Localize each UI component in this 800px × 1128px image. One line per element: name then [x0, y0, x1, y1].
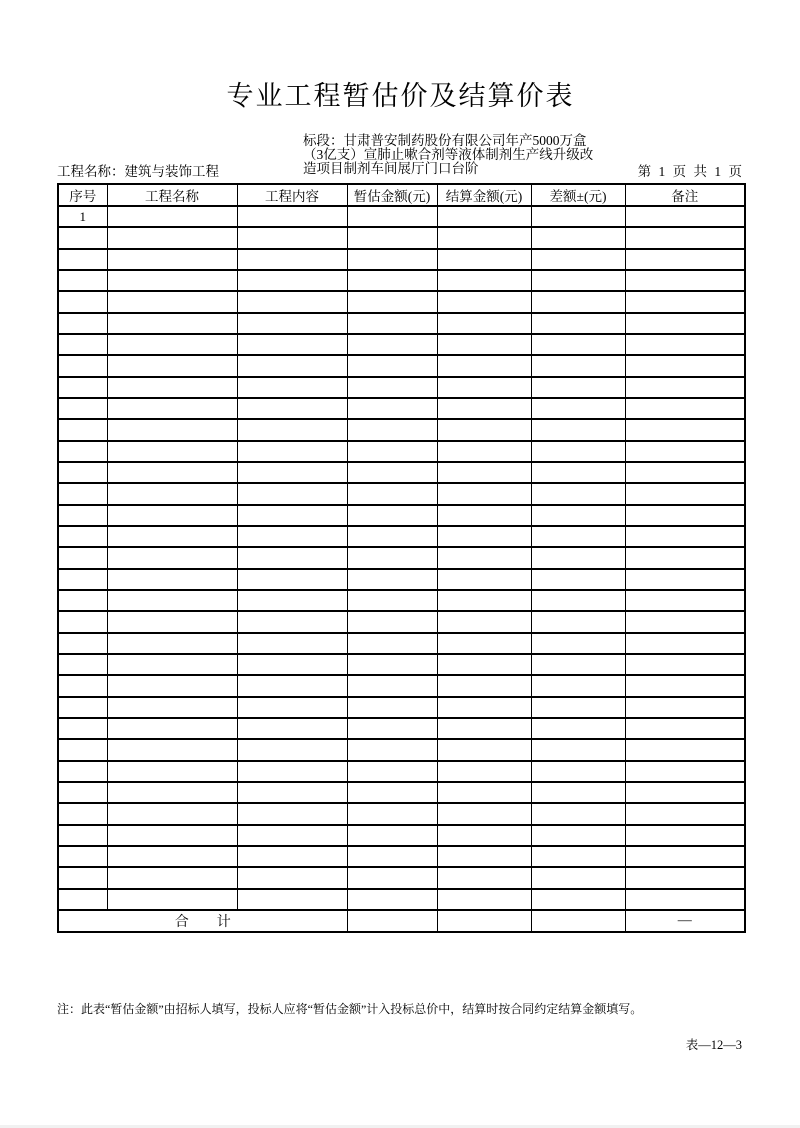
project-name-label: 工程名称： — [57, 164, 125, 179]
table-row — [58, 377, 745, 398]
table-row — [58, 867, 745, 888]
table-cell — [625, 633, 745, 654]
column-header: 结算金额(元) — [437, 184, 531, 206]
seq-cell — [58, 483, 107, 504]
table-cell — [237, 867, 347, 888]
table-cell — [437, 334, 531, 355]
table-cell — [625, 697, 745, 718]
table-cell — [237, 590, 347, 611]
seq-cell — [58, 825, 107, 846]
table-cell — [237, 675, 347, 696]
seq-cell — [58, 419, 107, 440]
seq-cell — [58, 547, 107, 568]
table-cell — [107, 825, 237, 846]
seq-cell — [58, 377, 107, 398]
seq-cell — [58, 590, 107, 611]
seq-cell — [58, 526, 107, 547]
table-cell — [531, 227, 625, 248]
table-cell — [625, 718, 745, 739]
table-cell — [107, 249, 237, 270]
table-row — [58, 206, 745, 227]
table-cell — [347, 675, 437, 696]
table-cell — [625, 249, 745, 270]
table-cell — [237, 270, 347, 291]
table-row — [58, 483, 745, 504]
table-cell — [237, 227, 347, 248]
table-cell — [437, 419, 531, 440]
table-row — [58, 739, 745, 760]
table-cell — [531, 505, 625, 526]
table-row — [58, 547, 745, 568]
table-cell — [437, 441, 531, 462]
table-cell — [107, 654, 237, 675]
table-cell — [437, 313, 531, 334]
table-cell — [625, 291, 745, 312]
table-row — [58, 718, 745, 739]
table-cell — [437, 227, 531, 248]
page-indicator: 第 1 页 共 1 页 — [637, 164, 744, 179]
total-value-cell — [531, 910, 625, 932]
table-cell — [107, 355, 237, 376]
total-row — [58, 910, 745, 932]
table-cell — [531, 761, 625, 782]
table-cell — [531, 313, 625, 334]
table-cell — [347, 718, 437, 739]
table-cell — [531, 419, 625, 440]
table-cell — [347, 889, 437, 910]
table-row — [58, 526, 745, 547]
table-cell — [107, 483, 237, 504]
table-cell — [625, 355, 745, 376]
table-cell — [625, 462, 745, 483]
seq-cell — [58, 739, 107, 760]
table-cell — [531, 846, 625, 867]
table-row — [58, 441, 745, 462]
seq-cell — [58, 249, 107, 270]
table-cell — [237, 633, 347, 654]
seq-cell — [58, 505, 107, 526]
estimate-table — [57, 183, 746, 933]
table-cell — [347, 441, 437, 462]
table-cell — [107, 398, 237, 419]
table-cell — [437, 825, 531, 846]
table-cell — [625, 654, 745, 675]
table-cell — [625, 761, 745, 782]
seq-cell — [58, 782, 107, 803]
table-cell — [347, 611, 437, 632]
table-cell — [437, 782, 531, 803]
project-name — [57, 164, 219, 180]
table-cell — [107, 739, 237, 760]
table-row — [58, 398, 745, 419]
table-cell — [347, 313, 437, 334]
table-cell — [347, 206, 437, 227]
column-header: 序号 — [58, 184, 107, 206]
seq-cell — [58, 718, 107, 739]
table-cell — [107, 867, 237, 888]
table-cell — [347, 761, 437, 782]
table-row — [58, 697, 745, 718]
table-cell — [107, 547, 237, 568]
table-cell — [531, 697, 625, 718]
table-row — [58, 227, 745, 248]
seq-cell — [58, 569, 107, 590]
table-cell — [107, 526, 237, 547]
table-cell — [347, 249, 437, 270]
table-cell — [625, 483, 745, 504]
table-cell — [347, 867, 437, 888]
column-header: 工程名称 — [107, 184, 237, 206]
table-cell — [437, 569, 531, 590]
table-cell — [625, 334, 745, 355]
table-cell — [237, 654, 347, 675]
table-cell — [237, 419, 347, 440]
table-cell — [531, 611, 625, 632]
table-cell — [347, 377, 437, 398]
table-cell — [347, 739, 437, 760]
table-cell — [237, 739, 347, 760]
table-cell — [347, 355, 437, 376]
seq-cell — [58, 761, 107, 782]
seq-cell — [58, 313, 107, 334]
table-cell — [625, 505, 745, 526]
column-header: 工程内容 — [237, 184, 347, 206]
table-cell — [347, 654, 437, 675]
table-cell — [531, 782, 625, 803]
table-cell — [437, 633, 531, 654]
table-cell — [625, 547, 745, 568]
seq-cell — [58, 355, 107, 376]
table-cell — [107, 441, 237, 462]
table-cell — [625, 782, 745, 803]
table-cell — [237, 206, 347, 227]
table-cell — [531, 654, 625, 675]
table-cell — [347, 697, 437, 718]
column-header: 备注 — [625, 184, 745, 206]
table-cell — [437, 654, 531, 675]
table-cell — [531, 569, 625, 590]
table-cell — [531, 334, 625, 355]
table-cell — [531, 206, 625, 227]
table-cell — [625, 889, 745, 910]
bid-section-line-1: 标段：甘肃普安制药股份有限公司年产5000万盒 — [303, 133, 587, 148]
table-row — [58, 825, 745, 846]
table-cell — [531, 270, 625, 291]
table-cell — [437, 889, 531, 910]
table-cell — [531, 825, 625, 846]
table-row — [58, 633, 745, 654]
table-cell — [531, 526, 625, 547]
table-cell — [107, 291, 237, 312]
table-cell — [237, 718, 347, 739]
total-label-cell: 合 计 — [58, 910, 347, 932]
table-cell — [237, 334, 347, 355]
table-cell — [531, 398, 625, 419]
table-row — [58, 505, 745, 526]
table-cell — [347, 270, 437, 291]
table-cell — [107, 718, 237, 739]
table-cell — [347, 633, 437, 654]
table-cell — [531, 291, 625, 312]
table-cell — [347, 505, 437, 526]
table-row — [58, 419, 745, 440]
table-cell — [531, 590, 625, 611]
form-code: 表—12—3 — [685, 1038, 742, 1052]
table-cell — [107, 803, 237, 824]
table-cell — [625, 206, 745, 227]
seq-cell — [58, 398, 107, 419]
table-cell — [437, 697, 531, 718]
table-row — [58, 462, 745, 483]
table-cell — [107, 675, 237, 696]
seq-cell — [58, 654, 107, 675]
table-cell — [347, 419, 437, 440]
table-cell — [107, 227, 237, 248]
table-cell — [437, 355, 531, 376]
table-cell — [625, 398, 745, 419]
table-cell — [625, 441, 745, 462]
table-cell — [237, 697, 347, 718]
table-cell — [237, 483, 347, 504]
table-cell — [437, 462, 531, 483]
table-cell — [107, 569, 237, 590]
table-header-row — [58, 184, 745, 206]
table-cell — [625, 675, 745, 696]
column-header: 差额±(元) — [531, 184, 625, 206]
table-cell — [107, 611, 237, 632]
table-cell — [237, 547, 347, 568]
table-cell — [347, 846, 437, 867]
table-cell — [347, 462, 437, 483]
table-cell — [237, 249, 347, 270]
table-cell — [347, 825, 437, 846]
table-cell — [107, 782, 237, 803]
table-cell — [107, 419, 237, 440]
table-cell — [625, 867, 745, 888]
seq-cell — [58, 270, 107, 291]
seq-cell — [58, 291, 107, 312]
table-cell — [437, 398, 531, 419]
table-cell — [237, 761, 347, 782]
table-cell — [437, 249, 531, 270]
table-cell — [625, 526, 745, 547]
table-cell — [347, 483, 437, 504]
table-cell — [437, 846, 531, 867]
total-value-cell — [347, 910, 437, 932]
table-cell — [347, 547, 437, 568]
table-row — [58, 846, 745, 867]
table-cell — [437, 505, 531, 526]
table-cell — [625, 270, 745, 291]
table-cell — [531, 803, 625, 824]
table-cell — [531, 867, 625, 888]
table-row — [58, 654, 745, 675]
table-cell — [625, 739, 745, 760]
table-cell — [347, 590, 437, 611]
table-cell — [531, 633, 625, 654]
table-cell — [531, 249, 625, 270]
table-cell — [237, 846, 347, 867]
table-cell — [237, 569, 347, 590]
table-cell — [625, 611, 745, 632]
table-cell — [237, 355, 347, 376]
table-cell — [237, 313, 347, 334]
bid-section-line-2: （3亿支）宣肺止嗽合剂等液体制剂生产线升级改 — [303, 147, 594, 163]
table-cell — [437, 483, 531, 504]
seq-cell — [58, 227, 107, 248]
table-row — [58, 590, 745, 611]
table-cell — [437, 761, 531, 782]
table-cell — [437, 675, 531, 696]
seq-cell — [58, 889, 107, 910]
table-cell — [437, 377, 531, 398]
table-cell — [107, 206, 237, 227]
table-row — [58, 611, 745, 632]
seq-cell — [58, 675, 107, 696]
table-cell — [625, 313, 745, 334]
table-cell — [107, 334, 237, 355]
table-cell — [347, 569, 437, 590]
table-cell — [437, 547, 531, 568]
page-title: 专业工程暂估价及结算价表 — [226, 81, 575, 111]
table-cell — [237, 803, 347, 824]
table-cell — [237, 291, 347, 312]
table-cell — [437, 526, 531, 547]
table-cell — [625, 846, 745, 867]
table-cell — [107, 697, 237, 718]
bid-section-text — [303, 134, 613, 177]
table-cell — [531, 889, 625, 910]
table-cell — [437, 611, 531, 632]
table-row — [58, 675, 745, 696]
table-cell — [237, 398, 347, 419]
table-cell — [531, 441, 625, 462]
table-row — [58, 889, 745, 910]
table-cell — [237, 526, 347, 547]
seq-cell — [58, 697, 107, 718]
table-cell — [347, 782, 437, 803]
seq-cell — [58, 611, 107, 632]
table-cell — [347, 227, 437, 248]
table-cell — [237, 782, 347, 803]
table-cell — [625, 227, 745, 248]
seq-cell: 1 — [58, 206, 107, 227]
table-cell — [531, 675, 625, 696]
table-cell — [107, 377, 237, 398]
table-cell — [347, 526, 437, 547]
footer-note: 注：此表“暂估金额”由招标人填写，投标人应将“暂估金额”计入投标总价中，结算时按合同约定结算金额填写。 — [57, 1002, 643, 1016]
table-cell — [107, 590, 237, 611]
table-cell — [625, 590, 745, 611]
table-cell — [347, 291, 437, 312]
seq-cell — [58, 334, 107, 355]
table-cell — [237, 505, 347, 526]
table-cell — [107, 846, 237, 867]
table-cell — [237, 441, 347, 462]
table-cell — [107, 462, 237, 483]
table-cell — [107, 313, 237, 334]
table-cell — [237, 611, 347, 632]
table-cell — [625, 803, 745, 824]
project-name-value: 建筑与装饰工程 — [124, 164, 219, 179]
seq-cell — [58, 846, 107, 867]
table-row — [58, 313, 745, 334]
table-cell — [437, 270, 531, 291]
seq-cell — [58, 441, 107, 462]
table-cell — [107, 761, 237, 782]
table-row — [58, 569, 745, 590]
table-cell — [437, 718, 531, 739]
table-row — [58, 270, 745, 291]
table-cell — [107, 633, 237, 654]
table-cell — [347, 334, 437, 355]
table-row — [58, 334, 745, 355]
table-cell — [531, 483, 625, 504]
table-cell — [347, 803, 437, 824]
table-cell — [237, 889, 347, 910]
table-cell — [437, 291, 531, 312]
table-cell — [107, 505, 237, 526]
table-cell — [531, 377, 625, 398]
table-cell — [625, 377, 745, 398]
table-cell — [237, 377, 347, 398]
table-cell — [625, 569, 745, 590]
table-cell — [437, 867, 531, 888]
table-cell — [437, 803, 531, 824]
table-row — [58, 291, 745, 312]
table-row — [58, 761, 745, 782]
total-remark-cell: — — [625, 910, 745, 932]
seq-cell — [58, 633, 107, 654]
total-value-cell — [437, 910, 531, 932]
table-cell — [531, 718, 625, 739]
table-cell — [237, 462, 347, 483]
table-cell — [531, 462, 625, 483]
column-header: 暂估金额(元) — [347, 184, 437, 206]
table-cell — [237, 825, 347, 846]
table-cell — [107, 889, 237, 910]
table-cell — [531, 739, 625, 760]
table-cell — [437, 206, 531, 227]
table-cell — [625, 419, 745, 440]
table-cell — [347, 398, 437, 419]
table-row — [58, 249, 745, 270]
table-cell — [531, 355, 625, 376]
seq-cell — [58, 803, 107, 824]
seq-cell — [58, 867, 107, 888]
table-cell — [437, 739, 531, 760]
table-cell — [625, 825, 745, 846]
bid-section-line-3: 造项目制剂车间展厅门口台阶 — [303, 161, 479, 177]
table-row — [58, 782, 745, 803]
seq-cell — [58, 462, 107, 483]
table-cell — [531, 547, 625, 568]
table-row — [58, 355, 745, 376]
table-cell — [107, 270, 237, 291]
table-cell — [437, 590, 531, 611]
table-row — [58, 803, 745, 824]
